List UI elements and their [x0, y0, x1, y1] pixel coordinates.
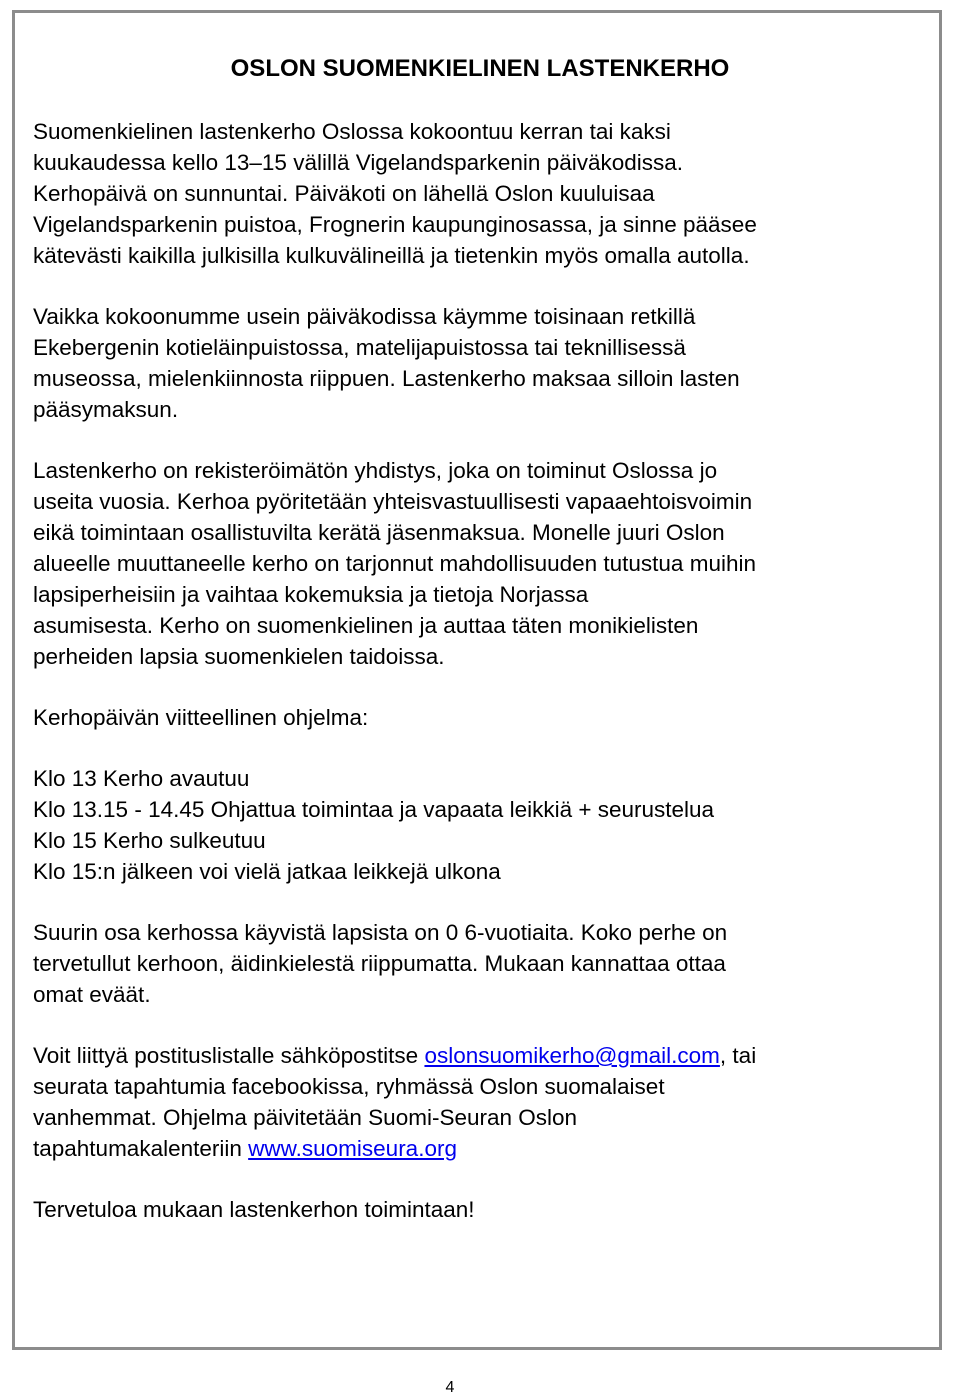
closing-paragraph [33, 1194, 923, 1225]
program-list [33, 763, 923, 887]
text-line: pääsymaksun. [33, 397, 179, 422]
program-heading [33, 702, 923, 733]
text-line: Kerhopäivän viitteellinen ohjelma: [33, 705, 369, 730]
text-line: tervetullut kerhoon, äidinkielestä riippumatta. Mukaan kannattaa ottaa [33, 951, 726, 976]
association-paragraph [33, 455, 923, 672]
text-line: useita vuosia. Kerhoa pyöritetään yhteisvastuullisesti vapaaehtoisvoimin [33, 489, 753, 514]
text-line: alueelle muuttaneelle kerho on tarjonnut mahdollisuuden tutustua muihin [33, 551, 756, 576]
text-line: Vigelandsparkenin puistoa, Frognerin kaupunginosassa, ja sinne pääsee [33, 212, 757, 237]
text-line: museossa, mielenkiinnosta riippuen. Lastenkerho maksaa silloin lasten [33, 366, 740, 391]
children-paragraph [33, 917, 923, 1010]
text-line: perheiden lapsia suomenkielen taidoissa. [33, 644, 445, 669]
document-body [33, 53, 923, 1255]
text-line: seurata tapahtumia facebookissa, ryhmässä Oslon suomalaiset [33, 1074, 665, 1099]
program-item: Klo 15 Kerho sulkeutuu [33, 828, 266, 853]
text-segment: Voit liittyä postituslistalle sähköpostitse [33, 1043, 425, 1068]
text-line: Vaikka kokoonumme usein päiväkodissa käymme toisinaan retkillä [33, 304, 696, 329]
text-segment: , tai [719, 1043, 757, 1068]
text-line: kätevästi kaikilla julkisilla kulkuvälineillä ja tietenkin myös omalla autolla. [33, 243, 750, 268]
text-line: Suomenkielinen lastenkerho Oslossa kokoontuu kerran tai kaksi [33, 119, 671, 144]
program-item: Klo 13.15 - 14.45 Ohjattua toimintaa ja vapaata leikkiä + seurustelua [33, 797, 715, 822]
text-line: Kerhopäivä on sunnuntai. Päiväkoti on lähellä Oslon kuuluisaa [33, 181, 655, 206]
text-line: Tervetuloa mukaan lastenkerhon toimintaan! [33, 1197, 475, 1222]
text-line [33, 1040, 923, 1071]
intro-paragraph [33, 116, 923, 271]
program-item: Klo 13 Kerho avautuu [33, 766, 250, 791]
text-line [33, 1133, 923, 1164]
text-line: lapsiperheisiin ja vaihtaa kokemuksia ja tietoja Norjassa [33, 582, 589, 607]
text-line: vanhemmat. Ohjelma päivitetään Suomi-Seuran Oslon [33, 1105, 578, 1130]
trips-paragraph [33, 301, 923, 425]
program-item: Klo 15:n jälkeen voi vielä jatkaa leikkejä ulkona [33, 859, 501, 884]
text-line: omat eväät. [33, 982, 151, 1007]
contact-paragraph [33, 1040, 923, 1164]
text-line: Suurin osa kerhossa käyvistä lapsista on 0 6-vuotiaita. Koko perhe on [33, 920, 728, 945]
page-number: 4 [445, 1379, 455, 1396]
email-link[interactable]: oslonsuomikerho@gmail.com [424, 1043, 720, 1068]
text-line: eikä toimintaan osallistuvilta kerätä jäsenmaksua. Monelle juuri Oslon [33, 520, 725, 545]
text-line: kuukaudessa kello 13–15 välillä Vigelandsparkenin päiväkodissa. [33, 150, 684, 175]
website-link[interactable]: www.suomiseura.org [248, 1136, 457, 1161]
page-title: OSLON SUOMENKIELINEN LASTENKERHO [230, 55, 730, 82]
text-line: Ekebergenin kotieläinpuistossa, matelijapuistossa tai teknillisessä [33, 335, 686, 360]
text-segment: tapahtumakalenteriin [33, 1136, 249, 1161]
text-line: asumisesta. Kerho on suomenkielinen ja auttaa täten monikielisten [33, 613, 699, 638]
text-line: Lastenkerho on rekisteröimätön yhdistys, joka on toiminut Oslossa jo [33, 458, 718, 483]
